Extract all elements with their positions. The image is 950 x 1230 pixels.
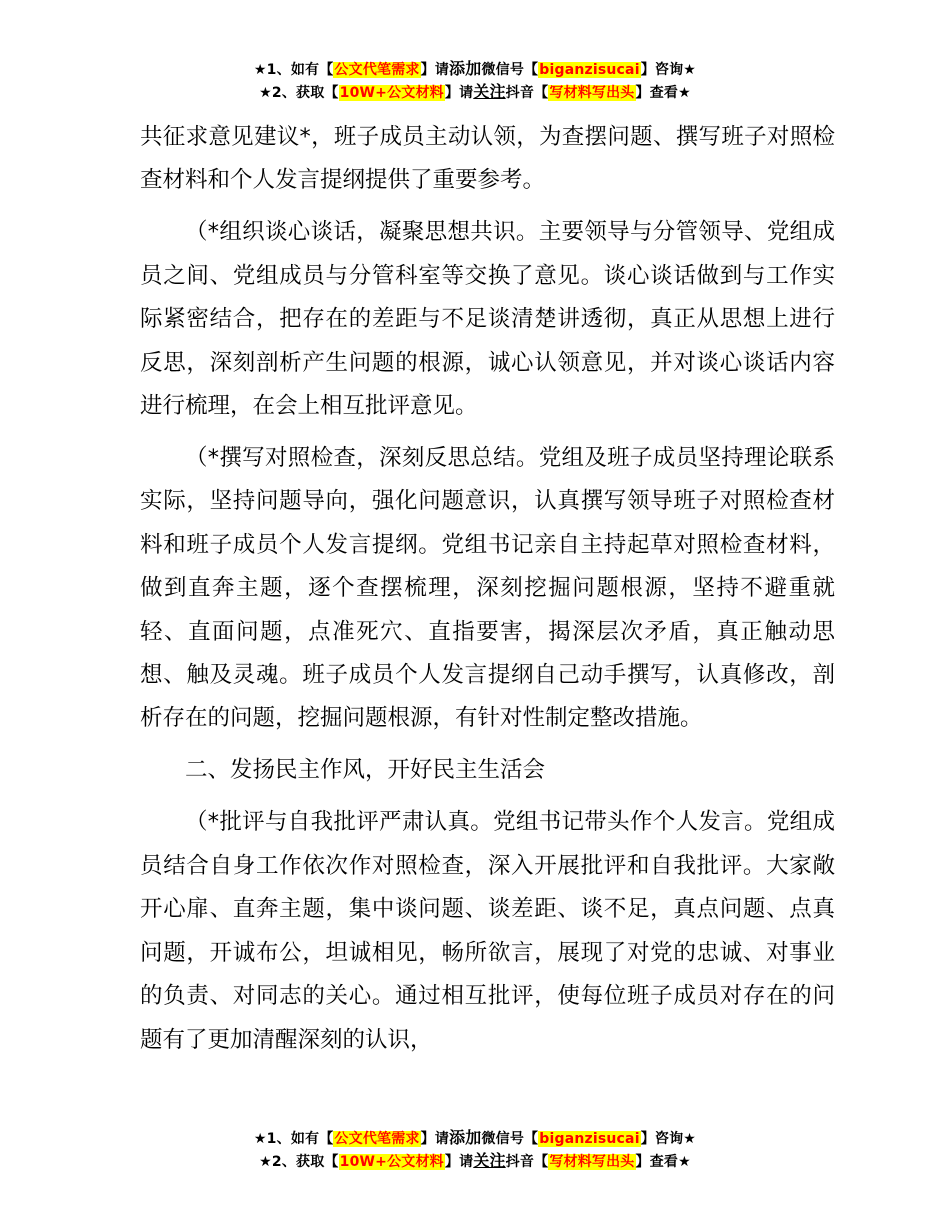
banner-line-1: ★1、如有【公文代笔需求】请添加微信号【biganzisucai】咨询★: [253, 59, 697, 78]
header-banner: [0, 58, 950, 104]
footer-banner: [0, 1127, 950, 1173]
highlight-service: 公文代笔需求: [334, 1131, 420, 1147]
highlight-materials: 10W+公文材料: [339, 1154, 444, 1170]
document-body: [140, 116, 835, 1062]
highlight-douyin: 写材料写出头: [549, 85, 635, 101]
banner-line-2: ★2、获取【10W+公文材料】请关注抖音【写材料写出头】查看★: [259, 1151, 691, 1170]
highlight-materials: 10W+公文材料: [339, 85, 444, 101]
highlight-wechat-id: biganzisucai: [539, 1131, 640, 1147]
paragraph: （*撰写对照检查，深刻反思总结。党组及班子成员坚持理论联系实际，坚持问题导向，强化问题意识，认真撰写领导班子对照检查材料和班子成员个人发言提纲。党组书记亲自主持起草对照检查材料，做到直奔主题，逐个查摆梳理，深刻挖掘问题根源，坚持不避重就轻、直面问题，点准死穴、直指要害，揭深层次矛盾，真正触动思想、触及灵魂。班子成员个人发言提纲自己动手撰写，认真修改，剖析存在的问题，挖掘问题根源，有针对性制定整改措施。: [140, 445, 835, 732]
section-heading: 二、发扬民主作风，开好民主生活会: [185, 757, 546, 784]
highlight-douyin: 写材料写出头: [549, 1154, 635, 1170]
paragraph: 共征求意见建议*，班子成员主动认领，为查摆问题、撰写班子对照检查材料和个人发言提纲提供了重要参考。: [140, 124, 835, 194]
paragraph: （*批评与自我批评严肃认真。党组书记带头作个人发言。党组成员结合自身工作依次作对照检查，深入开展批评和自我批评。大家敞开心扉、直奔主题，集中谈问题、谈差距、谈不足，真点问题、点真问题，开诚布公，坦诚相见，畅所欲言，展现了对党的忠诚、对事业的负责、对同志的关心。通过相互批评，使每位班子成员对存在的问题有了更加清醒深刻的认识，: [140, 809, 835, 1053]
highlight-wechat-id: biganzisucai: [539, 62, 640, 78]
banner-line-2: ★2、获取【10W+公文材料】请关注抖音【写材料写出头】查看★: [259, 82, 691, 101]
banner-line-1: ★1、如有【公文代笔需求】请添加微信号【biganzisucai】咨询★: [253, 1128, 697, 1147]
highlight-service: 公文代笔需求: [334, 62, 420, 78]
paragraph: （*组织谈心谈话，凝聚思想共识。主要领导与分管领导、党组成员之间、党组成员与分管科室等交换了意见。谈心谈话做到与工作实际紧密结合，把存在的差距与不足谈清楚讲透彻，真正从思想上进行反思，深刻剖析产生问题的根源，诚心认领意见，并对谈心谈话内容进行梳理，在会上相互批评意见。: [140, 219, 835, 420]
